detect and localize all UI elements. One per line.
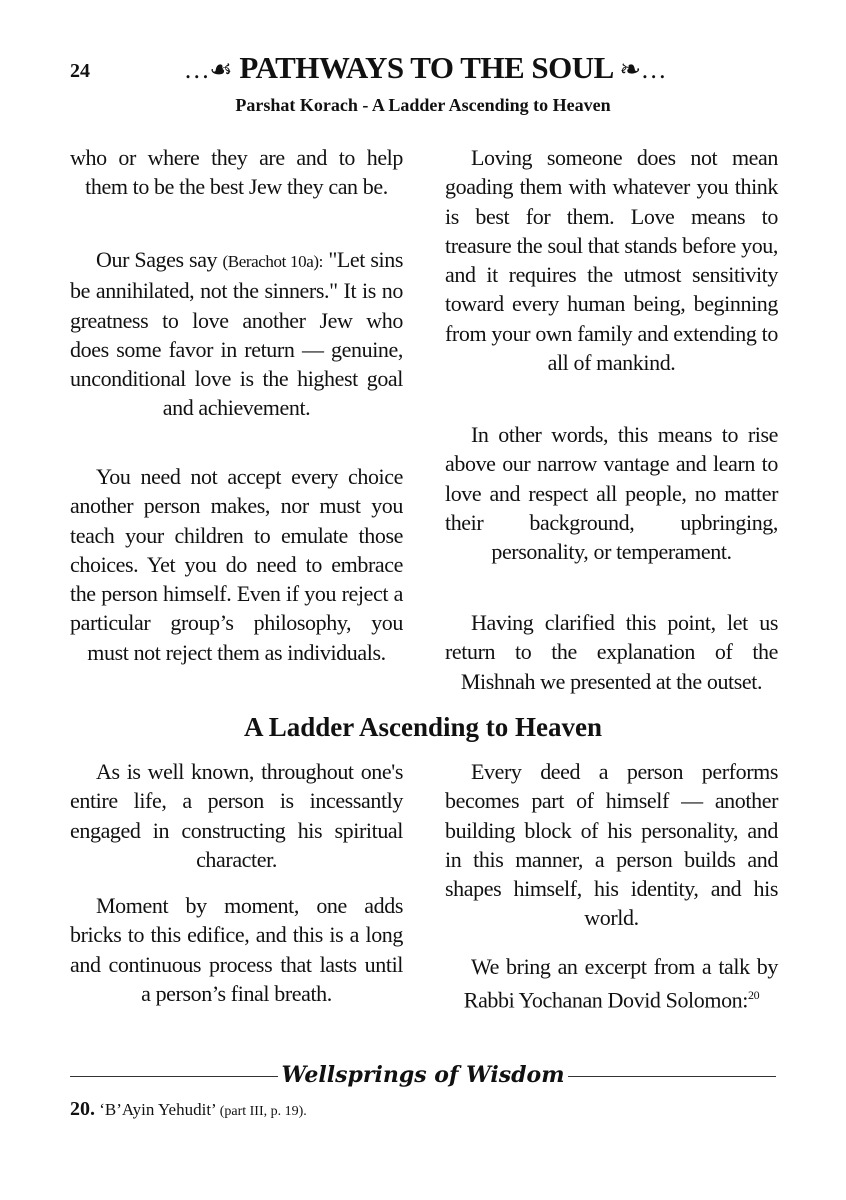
paragraph-text: Our Sages say [96, 247, 223, 272]
paragraph: As is well known, throughout one's entire life, a person is incessantly engaged in constructing his spiritual character. [70, 759, 403, 872]
paragraph: Loving someone does not mean goading them with whatever you think is best for them. Love means to treasure the soul that stands before you, and it requires the utmost sensitivity toward every human being, beginning from your own family and extending to all of mankind. [445, 145, 778, 376]
ornament-right-icon: ❧… [619, 55, 667, 84]
paragraph: Every deed a person performs becomes part of himself — another building block of his personality, and in this manner, a person builds and shapes himself, his identity, and his world. [445, 759, 778, 931]
footnote-number: 20. [70, 1098, 95, 1120]
paragraph: Having clarified this point, let us return to the explanation of the Mishnah we presented at the outset. [445, 610, 778, 694]
footnote-title: ‘B’Ayin Yehudit’ [99, 1100, 216, 1119]
page-number: 24 [70, 60, 90, 82]
running-title-text: PATHWAYS TO THE SOUL [239, 50, 613, 85]
running-title [130, 50, 720, 86]
paragraph-text: We bring an excerpt from a talk by Rabbi Yochanan Dovid Solomon: [463, 954, 778, 1013]
ornament-left-icon: …☙ [183, 55, 233, 84]
paragraph: In other words, this means to rise above our narrow vantage and learn to love and respect all people, no matter their background, upbringing, personality, or temperament. [445, 422, 778, 565]
paragraph: Moment by moment, one adds bricks to this edifice, and this is a long and continuous process that lasts until a person’s final breath. [70, 893, 403, 1006]
section-heading: A Ladder Ascending to Heaven [243, 712, 603, 742]
citation: (Berachot 10a): [222, 252, 323, 271]
paragraph [70, 245, 403, 423]
footnote-ref-text: (part III, p. 19). [219, 1104, 307, 1119]
paragraph [445, 952, 778, 1015]
footer-book-title [0, 1062, 846, 1088]
book-title-text: Wellsprings of Wisdom [278, 1062, 569, 1088]
paragraph: You need not accept every choice another person makes, nor must you teach your children to emulate those choices. Yet you do need to embrace the person himself. Even if you reject a particular group’s philosophy, you must not reject them as individuals. [70, 464, 403, 665]
paragraph-text: "Let sins be annihilated, not the sinners." It is no greatness to love another Jew who does some favor in return — genuine, unconditional love is the highest goal and achievement. [70, 247, 403, 421]
footnote-ref[interactable]: 20 [747, 988, 760, 1003]
chapter-subtitle: Parshat Korach - A Ladder Ascending to Heaven [235, 95, 611, 115]
footnote [70, 1098, 307, 1121]
paragraph: who or where they are and to help them to be the best Jew they can be. [70, 145, 403, 200]
